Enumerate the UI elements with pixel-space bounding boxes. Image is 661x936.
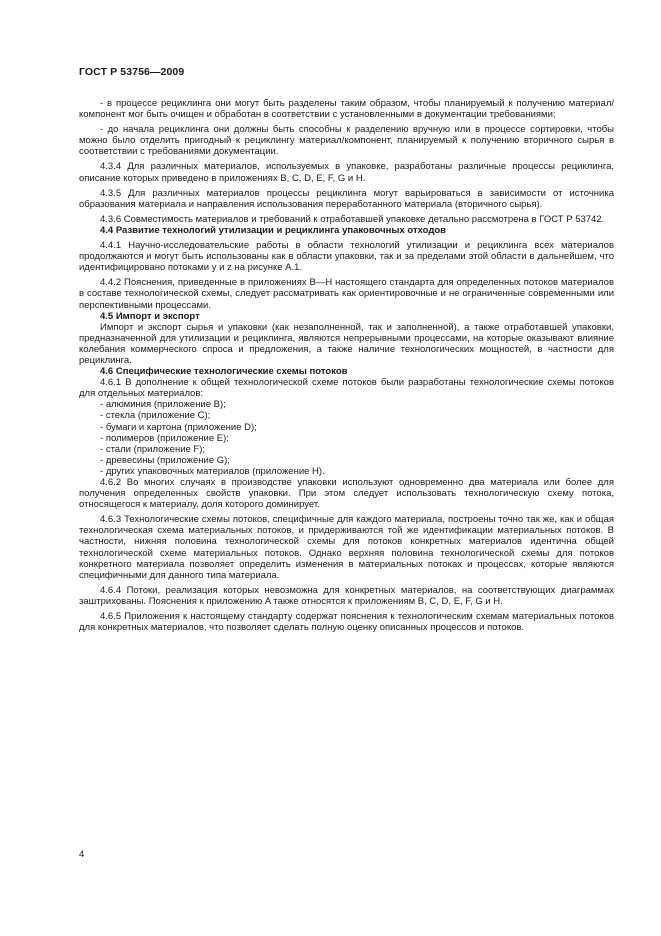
page-number: 4: [79, 849, 85, 860]
list-item: - древесины (приложение G);: [79, 455, 614, 466]
paragraph-bullet-separation: - в процессе рециклинга они могут быть разделены таким образом, чтобы планируемый к получению материал/компонент мог быть очищен и обработан в соответствии с установленными в документации требованиями;: [79, 98, 614, 121]
paragraph-4-3-4: 4.3.4 Для различных материалов, используемых в упаковке, разработаны различные процессы рециклинга, описание которых приведено в приложениях B, C, D, E, F, G и H.: [79, 161, 614, 184]
section-heading-4-5: 4.5 Импорт и экспорт: [100, 310, 200, 322]
document-code-header: ГОСТ Р 53756—2009: [79, 66, 185, 78]
document-body: [79, 98, 614, 633]
paragraph-4-6-2: 4.6.2 Во многих случаях в производстве упаковки используют одновременно два материала или более для получения определенных свойств упаковки. При этом следует использовать технологическую схему потока, относящегося к материалу, доля которого доминирует.: [79, 477, 614, 511]
paragraph-4-4-1: 4.4.1 Научно-исследовательские работы в области технологий утилизации и рециклинга всех материалов продолжаются и могут быть использованы как в области упаковки, так и за пределами этой области в дальнейшем, что идентифицировано потоками y и z на рисунке A.1.: [79, 240, 614, 274]
paragraph-4-6-3: 4.6.3 Технологические схемы потоков, специфичные для каждого материала, построены точно так же, как и общая технологическая схема материальных потоков, и придерживаются той же идентификации материальных потоков. В частности, нижняя половина технологической схемы для потоков конкретных материалов идентична общей технологической схеме материальных потоков. Однако верхняя половина технологической схемы для потоков конкретного материала позволяет определить изменения в материальных потоках и процессах, которые являются специфичными для данного типа материала.: [79, 514, 614, 581]
paragraph-4-5: Импорт и экспорт сырья и упаковки (как незаполненной, так и заполненной), а также отработавшей упаковки, предназначенной для утилизации и рециклинга, являются непрерывными процессами, на которые оказывают влияние колебания коммерческого спроса и предложения, а также наличие технологических мощностей, в частности для рециклинга.: [79, 321, 614, 366]
list-item: - стали (приложение F);: [79, 444, 614, 455]
paragraph-4-4-2: 4.4.2 Пояснения, приведенные в приложениях B—H настоящего стандарта для определенных потоков материалов в составе технологической схемы, следует рассматривать как ориентировочные и не ограниченные современными или перспективными процессами.: [79, 277, 614, 311]
paragraph-4-6-4: 4.6.4 Потоки, реализация которых невозможна для конкретных материалов, на соответствующих диаграммах заштрихованы. Пояснения к приложению A также относятся к приложениям B, C, D, E, F, G и H.: [79, 584, 614, 607]
list-item: - других упаковочных материалов (приложение H).: [79, 466, 614, 477]
paragraph-4-6-5: 4.6.5 Приложения к настоящему стандарту содержат пояснения к технологическим схемам материальных потоков для конкретных материалов, что позволяет сделать полную оценку описанных процессов и потоков.: [79, 611, 614, 634]
paragraph-bullet-sorting: - до начала рециклинга они должны быть способны к разделению вручную или в процессе сортировки, чтобы можно было отделить пригодный к рециклингу материал/компонент, планируемый к получению вторичного сырья в соответствии с требованиями документации.: [79, 124, 614, 158]
list-item: - бумаги и картона (приложение D);: [79, 422, 614, 433]
section-heading-4-4: 4.4 Развитие технологий утилизации и рециклинга упаковочных отходов: [100, 224, 447, 236]
list-item: - алюминия (приложение B);: [79, 399, 614, 410]
list-item: - стекла (приложение C);: [79, 410, 614, 421]
paragraph-4-6-1: 4.6.1 В дополнение к общей технологической схеме потоков были разработаны технологические схемы потоков для отдельных материалов:: [79, 377, 614, 400]
paragraph-4-3-6: 4.3.6 Совместимость материалов и требований к отработавшей упаковке детально рассмотрена в ГОСТ Р 53742.: [100, 213, 605, 225]
section-heading-4-6: 4.6 Специфические технологические схемы потоков: [100, 366, 348, 378]
list-item: - полимеров (приложение E);: [79, 433, 614, 444]
materials-list: [79, 399, 614, 477]
paragraph-4-3-5: 4.3.5 Для различных материалов процессы рециклинга могут варьироваться в зависимости от источника образования материала и направления использования переработанного материала (вторичного сырья).: [79, 187, 614, 210]
